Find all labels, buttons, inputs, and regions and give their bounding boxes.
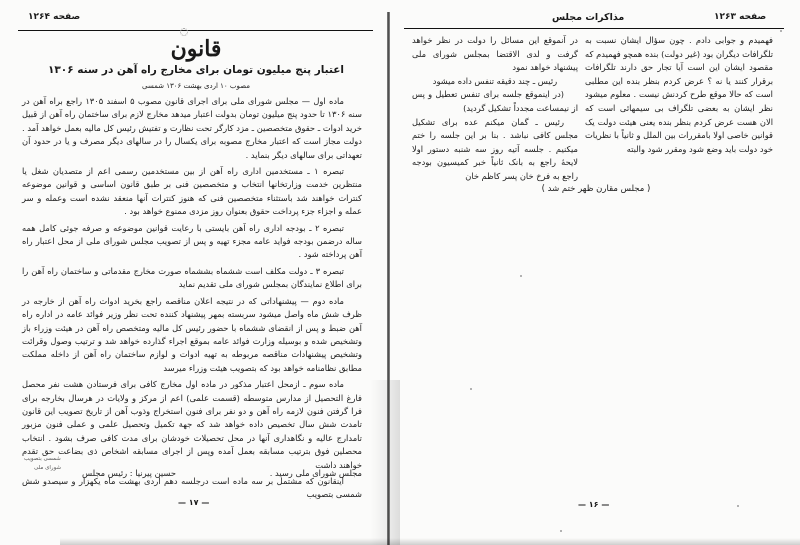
page-binding-divider bbox=[387, 12, 390, 545]
article-2: ماده دوم — پیشنهاداتی که در نتیجه اعلان مناقصه راجع بخرید ادوات راه آهن از خارجه در ظرف شش ماه واصل میشود سربسته بمهر پیشنهاد کننده تحت نظر وزیر فوائد عامه در اداره راه آهن ضبط و پس از انقضای ششماه با حضور رئیس کل مالیه ومتخصص راه آهن در هیئت وزراء باز وتشخیص شده و بوسیله وزارت فوائد عامه بموقع اجراء گذارده خواهد شد و ترتیب وصول وقرائت وتشخیص پیشنهادات مناقصه مربوطه به تهیه ادوات و لوازم ساختمان راه آهن از داخله مملکت مطابق نظامنامه خواهد بود که بتصویب هیئت وزراء میرسد bbox=[22, 295, 362, 373]
right-running-head-page: صفحه ۱۲۶۳ bbox=[714, 12, 767, 22]
note-1: تبصره ۱ ـ مستخدمین اداری راه آهن از بین مستخدمین رسمی اعم از متصدیان شغل یا منتظرین خدمت وزارتخانها انتخاب و متخصصین فنی بر طبق قانون اساسی و قوانین موضوعه کنترات خواهند شد باستثناء متخصصین فنی که هنوز کنترات آنها منعقد نشده است وعمله و سر عمله و اجزاء جزء پرداخت حقوق بعنوان روز مزدی ممنوع خواهد بود . bbox=[22, 166, 362, 217]
president-adjourn: رئیس ـ گمان میکنم عده برای تشکیل مجلس کافی نباشد . بنا بر این جلسه را ختم میکنیم . جلسه آتیه روز سه شنبه دستور اولا لایحهٔ راجع به بانک ثانیاً خبر کمیسیون بودجه راجع به فرخ خان پسر کاظم خان bbox=[412, 116, 578, 181]
law-title: قانون bbox=[170, 36, 222, 62]
scan-speck bbox=[737, 505, 739, 507]
binding-shadow bbox=[370, 380, 400, 545]
signature-line-end: مجلس شورای ملی رسید . bbox=[269, 468, 362, 478]
right-folio: — ۱۶ — bbox=[578, 500, 610, 509]
speech-continuation: فهمیدم و جوابی دادم . چون سؤال ایشان نسبت به تلگرافات دیگران بود (غیر دولت) بنده همچو فهمیدم که مقصود ایشان این است آیا تجار حق دارند تلگرافات برقرار کنند یا نه ؟ عرض کردم بنظر بنده این مطلبی است که حالا موقع طرح کردنش نیست . معلوم میشود نظر ایشان به بعضی تلگراف بی سیمهائی است که الان هست عرض کردم بنظر بنده یعنی هیئت دولت یک قوانین خاصی اولا بامقررات بین الملل و ثانیاً با نظریات خود دولت باید وضع شود ومقرر شود والبته bbox=[585, 35, 773, 154]
session-closing-note: ( مجلس مقارن ظهر ختم شد ) bbox=[541, 184, 651, 194]
note-2: تبصره ۲ ـ بودجه اداری راه آهن بایستی با رعایت قوانین موضوعه و صرفه جوئی کامل همه ساله درضمن بودجه فواید عامه مجزء تهیه و پس از تصویب مجلس شورای ملی از محل اعتبار راه آهن پرداخته شود . bbox=[22, 222, 362, 260]
signature-note-a: شمسی بتصویب bbox=[24, 456, 61, 462]
law-subtitle: اعتبار پنج میلیون تومان برای مخارج راه آهن در سنه ۱۳۰۶ bbox=[47, 64, 345, 76]
right-header-rule bbox=[404, 28, 784, 29]
article-1: ماده اول — مجلس شورای ملی برای اجرای قانون مصوب ۵ اسفند ۱۳۰۵ راجع براه آهن در سنه ۱۳۰۶ تا حدود پنج میلیون تومان بدولت اعتبار میدهد مخارج لازم برای ساختمان راه آهن از قبیل خرید ادوات ـ حقوق متخصصین ـ مزد کارگر تحت نظارت و تفتیش رئیس کل مالیه بعمل خواهد آمد . دولت مجاز است که اعتبار مخارج مصوبه برای یکسال را در سالهای دیگر مصرف و یا در حدود آن تعهداتی برای سالهای دیگر بنماید . bbox=[22, 96, 362, 160]
right-page-column-right bbox=[585, 34, 773, 156]
article-3: ماده سوم ـ ازمحل اعتبار مذکور در ماده اول مخارج کافی برای فرستادن هشت نفر محصل فارغ التحصیل از مدارس متوسطه (قسمت علمی) اعم از مرکز و ولایات در هرسال بخارجه برای فرا گرفتن فنون لازمه راه آهن و دو نفر برای فنون استخراج وذوب آهن از تاریخ تصویب این قانون تامدت شش سال تخصیص داده خواهد شد که جهة تکمیل وتحصیل علمی و عملی فنون مزبور تامدارج عالیه و نگاهداری آنها در محل تحصیلات خودشان برای مدت کافی صرف بشود . انتخاب محصلین فوق بترتیب مسابقه بعمل آمده وپس از اجرای مسابقه اشخاص ذی بضاعت حق تقدم خواهند داشت bbox=[22, 379, 362, 470]
recess-note: (در اینموقع جلسه برای تنفس تعطیل و پس از نیمساعت مجدداً تشکیل گردید) bbox=[412, 89, 578, 113]
ornament-icon bbox=[180, 28, 188, 36]
left-folio: — ۱۷ — bbox=[178, 498, 210, 507]
scan-speck bbox=[780, 30, 782, 32]
signature-block bbox=[22, 454, 362, 484]
signature-note-b: شورای ملی bbox=[34, 465, 62, 471]
approval-date: مصوب ۱۰ اردی بهشت ۱۳۰۶ شمسی bbox=[142, 82, 250, 90]
law-body bbox=[22, 95, 362, 502]
scan-bottom-edge bbox=[60, 538, 800, 545]
left-page bbox=[0, 0, 392, 545]
scan-speck bbox=[560, 530, 562, 532]
left-running-head: صفحه ۱۲۶۴ bbox=[28, 12, 81, 22]
right-running-head-title: مذاکرات مجلس bbox=[552, 12, 625, 23]
scan-speck bbox=[520, 275, 522, 277]
speech-end: در آنموقع این مسائل را دولت در نظر خواهد گرفت و لدی الاقتضا بمجلس شورای ملی پیشنهاد خواهد نمود bbox=[412, 35, 578, 73]
signatory-name: حسین پیرنیا : رئیس مجلس bbox=[82, 468, 176, 478]
scan-speck bbox=[470, 388, 472, 390]
right-page-column-left bbox=[412, 34, 578, 184]
left-header-rule bbox=[18, 30, 373, 31]
president-recess: رئیس ـ چند دقیقه تنفس داده میشود bbox=[432, 75, 558, 86]
enactment-clause: اینقانون که مشتمل بر سه ماده است درجلسه دهم اردی بهشت ماه یکهزار و سیصدو شش شمسی بتصویب bbox=[22, 475, 362, 500]
note-3: تبصره ۳ ـ دولت مکلف است ششماه بششماه صورت مخارج مقدماتی و ساختمان راه آهن را برای اطلاع نمایندگان بمجلس شورای ملی تقدیم نماید bbox=[22, 265, 362, 290]
